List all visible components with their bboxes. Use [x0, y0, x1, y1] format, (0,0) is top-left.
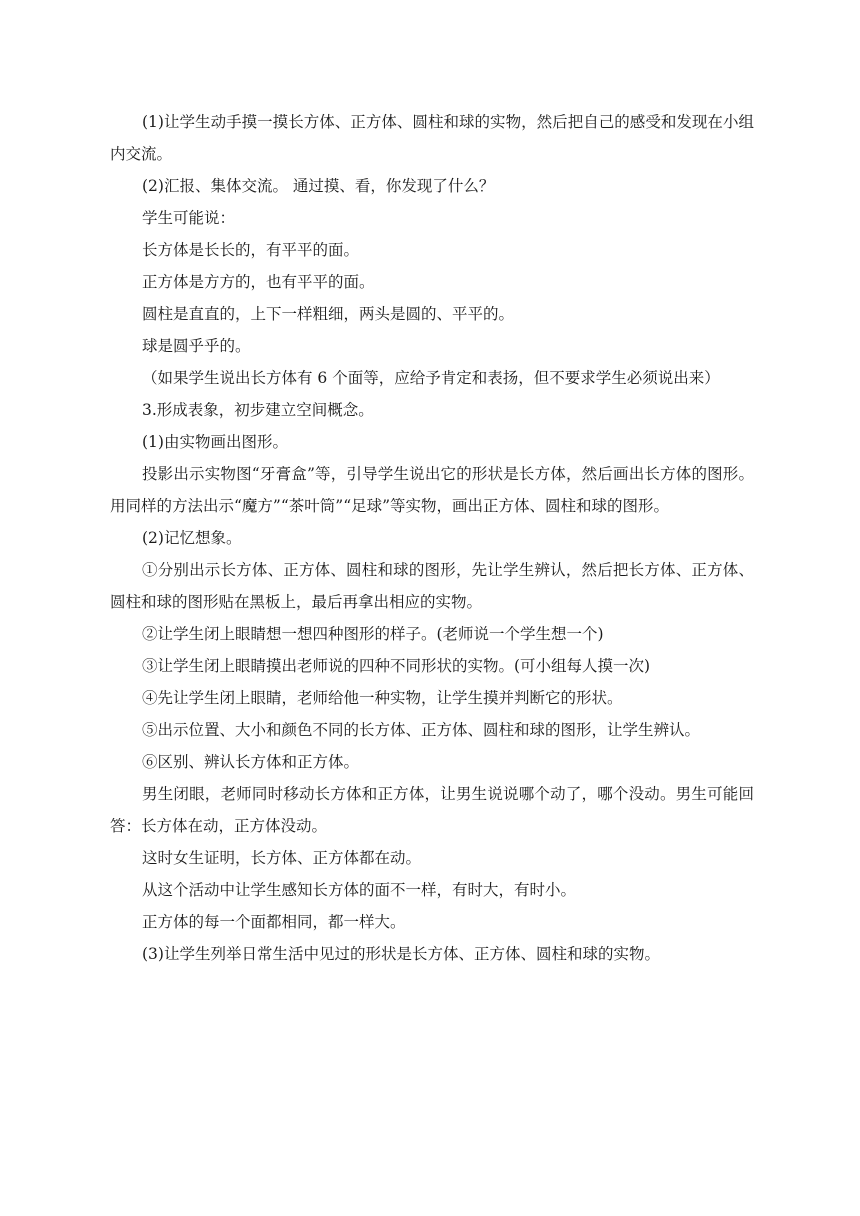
paragraph-23: (3)让学生列举日常生活中见过的形状是长方体、正方体、圆柱和球的实物。 [142, 945, 660, 963]
document-body [110, 106, 754, 970]
paragraph-2: (2)汇报、集体交流。 通过摸、看，你发现了什么？ [142, 177, 495, 195]
paragraph-11: 投影出示实物图“牙膏盒”等，引导学生说出它的形状是长方体，然后画出长方体的图形。 用同样的方法出示“魔方”“茶叶筒”“足球”等实物，画出正方体、圆柱和球的图形。 [110, 465, 754, 515]
paragraph-21: 从这个活动中让学生感知长方体的面不一样，有时大，有时小。 [142, 881, 577, 899]
paragraph-17: ⑤出示位置、大小和颜色不同的长方体、正方体、圆柱和球的图形，让学生辨认。 [142, 721, 701, 739]
paragraph-18: ⑥区别、辨认长方体和正方体。 [142, 753, 360, 771]
paragraph-8: （如果学生说出长方体有 6 个面等，应给予肯定和表扬，但不要求学生必须说出来） [142, 369, 720, 387]
paragraph-14: ②让学生闭上眼睛想一想四种图形的样子。(老师说一个学生想一个) [142, 625, 604, 643]
paragraph-16: ④先让学生闭上眼睛，老师给他一种实物，让学生摸并判断它的形状。 [142, 689, 623, 707]
paragraph-4: 长方体是长长的，有平平的面。 [142, 241, 360, 259]
paragraph-15: ③让学生闭上眼睛摸出老师说的四种不同形状的实物。(可小组每人摸一次) [142, 657, 651, 675]
paragraph-1: (1)让学生动手摸一摸长方体、正方体、圆柱和球的实物，然后把自己的感受和发现在小组内交流。 [110, 113, 754, 163]
paragraph-12: (2)记忆想象。 [142, 529, 242, 547]
paragraph-9: 3.形成表象，初步建立空间概念。 [142, 401, 374, 419]
paragraph-3: 学生可能说： [142, 209, 236, 227]
paragraph-20: 这时女生证明，长方体、正方体都在动。 [142, 849, 422, 867]
paragraph-22: 正方体的每一个面都相同，都一样大。 [142, 913, 406, 931]
paragraph-13: ①分别出示长方体、正方体、圆柱和球的图形，先让学生辨认，然后把长方体、正方体、圆柱和球的图形贴在黑板上，最后再拿出相应的实物。 [110, 561, 754, 611]
paragraph-7: 球是圆乎乎的。 [142, 337, 251, 355]
paragraph-19: 男生闭眼，老师同时移动长方体和正方体，让男生说说哪个动了，哪个没动。男生可能回答：长方体在动，正方体没动。 [110, 785, 754, 835]
paragraph-10: (1)由实物画出图形。 [142, 433, 288, 451]
paragraph-5: 正方体是方方的，也有平平的面。 [142, 273, 375, 291]
paragraph-6: 圆柱是直直的，上下一样粗细，两头是圆的、平平的。 [142, 305, 515, 323]
